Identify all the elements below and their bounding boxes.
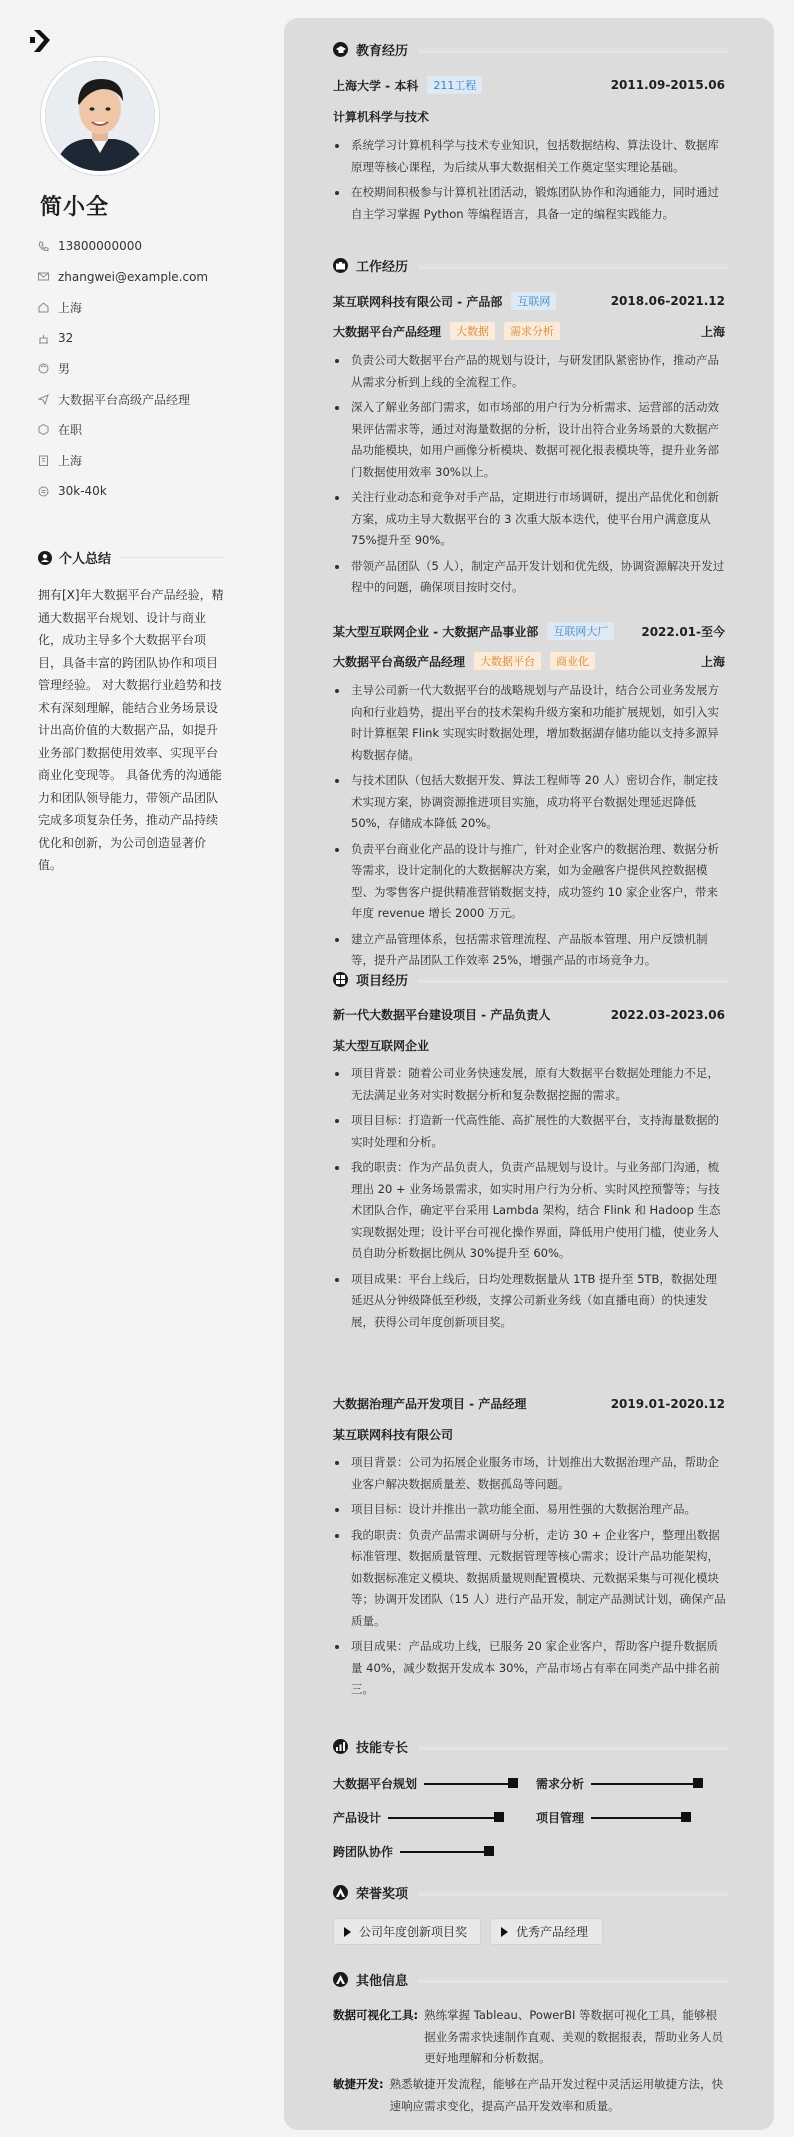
skill-name: 项目管理 [536, 1811, 585, 1825]
projects-header [333, 970, 728, 989]
other-item [333, 2074, 728, 2117]
projects-title: 项目经历 [356, 974, 409, 989]
skill-name: 需求分析 [536, 1777, 585, 1791]
job-role: 大数据平台高级产品经理 [333, 654, 466, 669]
project-bullets [333, 1063, 728, 1337]
skill-bar [400, 1851, 492, 1853]
job-tag: 商业化 [550, 652, 595, 670]
contact-info [38, 231, 268, 506]
other-header [333, 1970, 728, 1989]
project-date: 2022.03-2023.06 [610, 1007, 725, 1022]
job-industry-tag: 互联网 [511, 292, 556, 310]
project-name: 大数据治理产品开发项目 - 产品经理 [333, 1397, 527, 1411]
other-key: 数据可视化工具: [333, 2008, 419, 2022]
contact-row [38, 445, 268, 476]
skill-bar [388, 1817, 502, 1819]
avatar [41, 57, 159, 175]
award-item [333, 1918, 481, 1945]
skill-item [333, 1775, 516, 1792]
other-key: 敏捷开发: [333, 2077, 384, 2091]
awards-title: 荣誉奖项 [356, 1887, 409, 1902]
job-header [333, 292, 725, 310]
job-header [333, 622, 725, 640]
graduation-cap-icon [333, 42, 348, 57]
summary-text: 拥有[X]年大数据平台产品经验，精通大数据平台规划、设计与商业化，成功主导多个大数据平台项目，具备丰富的跨团队协作和项目管理经验。 对大数据行业趋势和技术有深刻理解，能结合业务场景设计出高价值的大数据产品，如提升业务部门数据使用效率、实现平台商业化变现等。 具备优秀的沟通能力和团队领导能力，带领产品团队完成多项复杂任务，推动产品持续优化和创新，为公司创造显著价值。 [38, 588, 224, 872]
job-company: 某互联网科技有限公司 - 产品部 [333, 294, 503, 309]
bullet-item: 项目目标：打造新一代高性能、高扩展性的大数据平台，支持海量数据的实时处理和分析。 [333, 1110, 728, 1153]
job-bullets [333, 350, 728, 603]
bullet-item: 关注行业动态和竞争对手产品，定期进行市场调研，提出产品优化和创新方案，成功主导大数据平台的 3 次重大版本迭代，使平台用户满意度从 75%提升至 90%。 [333, 487, 728, 552]
project-date: 2019.01-2020.12 [610, 1396, 725, 1411]
skill-knob [494, 1812, 504, 1822]
skill-knob [484, 1846, 494, 1856]
contact-row [38, 353, 268, 384]
skill-knob [508, 1778, 518, 1788]
play-icon [501, 1927, 508, 1937]
bullet-item: 带领产品团队（5 人），制定产品开发计划和优先级，协调资源解决开发过程中的问题，确保项目按时交付。 [333, 556, 728, 599]
major: 计算机科学与技术 [333, 110, 430, 124]
contact-row [38, 323, 268, 354]
bullet-item: 负责平台商业化产品的设计与推广，针对企业客户的数据治理、数据分析等需求，设计定制化的大数据解决方案，如为金融客户提供风控数据模型、为零售客户提供精准营销数据支持，成功签约 10 家企业客户，带来年度 revenue 增长 2000 万元。 [333, 839, 728, 925]
skill-bar [424, 1783, 516, 1785]
contact-value: 上海 [58, 453, 83, 468]
job-bullets [333, 680, 728, 976]
contact-value: 上海 [58, 300, 83, 315]
skill-bar [591, 1817, 689, 1819]
job-tag: 需求分析 [504, 322, 560, 340]
job-city: 上海 [700, 654, 725, 669]
bullet-item: 在校期间积极参与计算机社团活动，锻炼团队协作和沟通能力，同时通过自主学习掌握 Python 等编程语言，具备一定的编程实践能力。 [333, 182, 728, 225]
school-name: 上海大学 - 本科 [333, 78, 419, 93]
award-label: 公司年度创新项目奖 [359, 1925, 468, 1939]
send-icon [38, 394, 49, 405]
contact-value: 32 [58, 331, 74, 346]
contact-value: 在职 [58, 423, 83, 438]
status-icon [38, 424, 49, 435]
skill-name: 跨团队协作 [333, 1845, 394, 1859]
award-label: 优秀产品经理 [516, 1925, 589, 1939]
summary-header [38, 548, 224, 567]
bullet-item: 主导公司新一代大数据平台的战略规划与产品设计，结合公司业务发展方向和行业趋势，提出平台的技术架构升级方案和功能扩展规划，如引入实时计算框架 Flink 实现实时数据处理，增加数据湖存储功能以支持多源异构数据存储。 [333, 680, 728, 766]
skill-knob [681, 1812, 691, 1822]
bullet-item: 项目背景：随着公司业务快速发展，原有大数据平台数据处理能力不足，无法满足业务对实时数据分析和复杂数据挖掘的需求。 [333, 1063, 728, 1106]
bullet-item: 与技术团队（包括大数据开发、算法工程师等 20 人）密切合作，制定技术实现方案，协调资源推进项目实施，成功将平台数据处理延迟降低 50%，存储成本降低 20%。 [333, 770, 728, 835]
other-value: 熟练掌握 Tableau、PowerBI 等数据可视化工具，能够根据业务需求快速制作直观、美观的数据报表，帮助业务人员更好地理解和分析数据。 [424, 2008, 724, 2065]
project-company: 某互联网科技有限公司 [333, 1428, 454, 1442]
contact-value: 大数据平台高级产品经理 [58, 392, 191, 407]
award-icon [333, 1885, 348, 1900]
grid-icon [333, 972, 348, 987]
job-date: 2018.06-2021.12 [610, 294, 725, 308]
education-date: 2011.09-2015.06 [610, 78, 725, 92]
candidate-name: 简小全 [40, 195, 110, 220]
mail-icon [38, 271, 49, 282]
skill-item [333, 1809, 502, 1826]
job-role-row [333, 652, 725, 670]
skills-header [333, 1737, 728, 1756]
skill-item [536, 1809, 689, 1826]
project-header [333, 1395, 725, 1412]
bullet-item: 项目成果：产品成功上线，已服务 20 家企业客户，帮助客户提升数据质量 40%，减少数据开发成本 30%，产品市场占有率在同类产品中排名前三。 [333, 1636, 728, 1701]
education-title: 教育经历 [356, 44, 409, 59]
skill-bar [591, 1783, 701, 1785]
bullet-item: 建立产品管理体系，包括需求管理流程、产品版本管理、用户反馈机制等，提升产品团队工作效率 25%，增强产品的市场竞争力。 [333, 929, 728, 972]
job-tag: 大数据 [450, 322, 495, 340]
contact-value: 30k-40k [58, 484, 107, 499]
other-value: 熟悉敏捷开发流程，能够在产品开发过程中灵活运用敏捷方法，快速响应需求变化，提高产品开发效率和质量。 [389, 2077, 724, 2113]
summary-title: 个人总结 [59, 552, 112, 567]
awards-header [333, 1883, 728, 1902]
project-bullets [333, 1452, 728, 1705]
logo-icon [30, 28, 56, 56]
bullet-item: 项目背景：公司为拓展企业服务市场，计划推出大数据治理产品，帮助企业客户解决数据质量差、数据孤岛等问题。 [333, 1452, 728, 1495]
skill-item [333, 1843, 492, 1860]
gender-icon [38, 363, 49, 374]
skill-item [536, 1775, 701, 1792]
job-role: 大数据平台产品经理 [333, 324, 442, 339]
project-header [333, 1006, 725, 1023]
user-circle-icon [38, 551, 52, 565]
contact-value: 13800000000 [58, 239, 142, 254]
work-title: 工作经历 [356, 260, 409, 275]
skills-title: 技能专长 [356, 1741, 409, 1756]
salary-icon [38, 486, 49, 497]
other-item [333, 2005, 728, 2070]
job-role-row [333, 322, 725, 340]
bullet-item: 深入了解业务部门需求，如市场部的用户行为分析需求、运营部的活动效果评估需求等，通过对海量数据的分析，设计出符合业务场景的大数据产品功能模块，如用户画像分析模块、数据可视化报表模块等，提升业务部门数据使用效率 30%以上。 [333, 397, 728, 483]
home-icon [38, 302, 49, 313]
skill-name: 产品设计 [333, 1811, 382, 1825]
job-city: 上海 [700, 324, 725, 339]
job-industry-tag: 互联网大厂 [547, 622, 614, 640]
work-header [333, 256, 728, 275]
other-title: 其他信息 [356, 1974, 409, 1989]
bullet-item: 系统学习计算机科学与技术专业知识，包括数据结构、算法设计、数据库原理等核心课程，为后续从事大数据相关工作奠定坚实理论基础。 [333, 135, 728, 178]
school-tag: 211工程 [427, 76, 482, 94]
contact-row [38, 262, 268, 293]
contact-row [38, 476, 268, 507]
bullet-item: 项目成果：平台上线后，日均处理数据量从 1TB 提升至 5TB，数据处理延迟从分钟级降低至秒级，支撑公司新业务线（如直播电商）的快速发展，获得公司年度创新项目奖。 [333, 1269, 728, 1334]
skill-name: 大数据平台规划 [333, 1777, 418, 1791]
contact-row [38, 231, 268, 262]
award-item [490, 1918, 603, 1945]
job-company: 某大型互联网企业 - 大数据产品事业部 [333, 624, 539, 639]
contact-value: zhangwei@example.com [58, 269, 209, 284]
education-bullets [333, 135, 728, 229]
project-company: 某大型互联网企业 [333, 1039, 430, 1053]
job-tag: 大数据平台 [474, 652, 541, 670]
bullet-item: 我的职责：负责产品需求调研与分析，走访 30 + 企业客户，整理出数据标准管理、数据质量管理、元数据管理等核心需求；设计产品功能架构，如数据标准定义模块、数据质量规则配置模块、元数据采集与可视化模块等；协调开发团队（15 人）进行产品开发，制定产品测试计划，确保产品质量。 [333, 1525, 728, 1633]
bullet-item: 负责公司大数据平台产品的规划与设计，与研发团队紧密协作，推动产品从需求分析到上线的全流程工作。 [333, 350, 728, 393]
bullet-item: 项目目标：设计并推出一款功能全面、易用性强的大数据治理产品。 [333, 1499, 728, 1521]
contact-row [38, 384, 268, 415]
contact-row [38, 292, 268, 323]
age-icon [38, 333, 49, 344]
job-date: 2022.01-至今 [641, 624, 725, 639]
contact-value: 男 [58, 362, 71, 377]
phone-icon [38, 241, 49, 252]
contact-row [38, 415, 268, 446]
play-icon [344, 1927, 351, 1937]
skill-knob [693, 1778, 703, 1788]
education-entry [333, 76, 725, 94]
info-icon [333, 1972, 348, 1987]
chart-icon [333, 1739, 348, 1754]
briefcase-icon [333, 258, 348, 273]
building-icon [38, 455, 49, 466]
bullet-item: 我的职责：作为产品负责人，负责产品规划与设计。与业务部门沟通，梳理出 20 + 业务场景需求，如实时用户行为分析、实时风控预警等；与技术团队合作，确定平台采用 Lambda 架构，结合 Flink 和 Hadoop 生态实现数据处理；设计平台可视化操作界面，降低用户使用门槛，使业务人员自助分析数据比例从 30%提升至 60%。 [333, 1157, 728, 1265]
education-header [333, 40, 728, 59]
project-name: 新一代大数据平台建设项目 - 产品负责人 [333, 1008, 551, 1022]
